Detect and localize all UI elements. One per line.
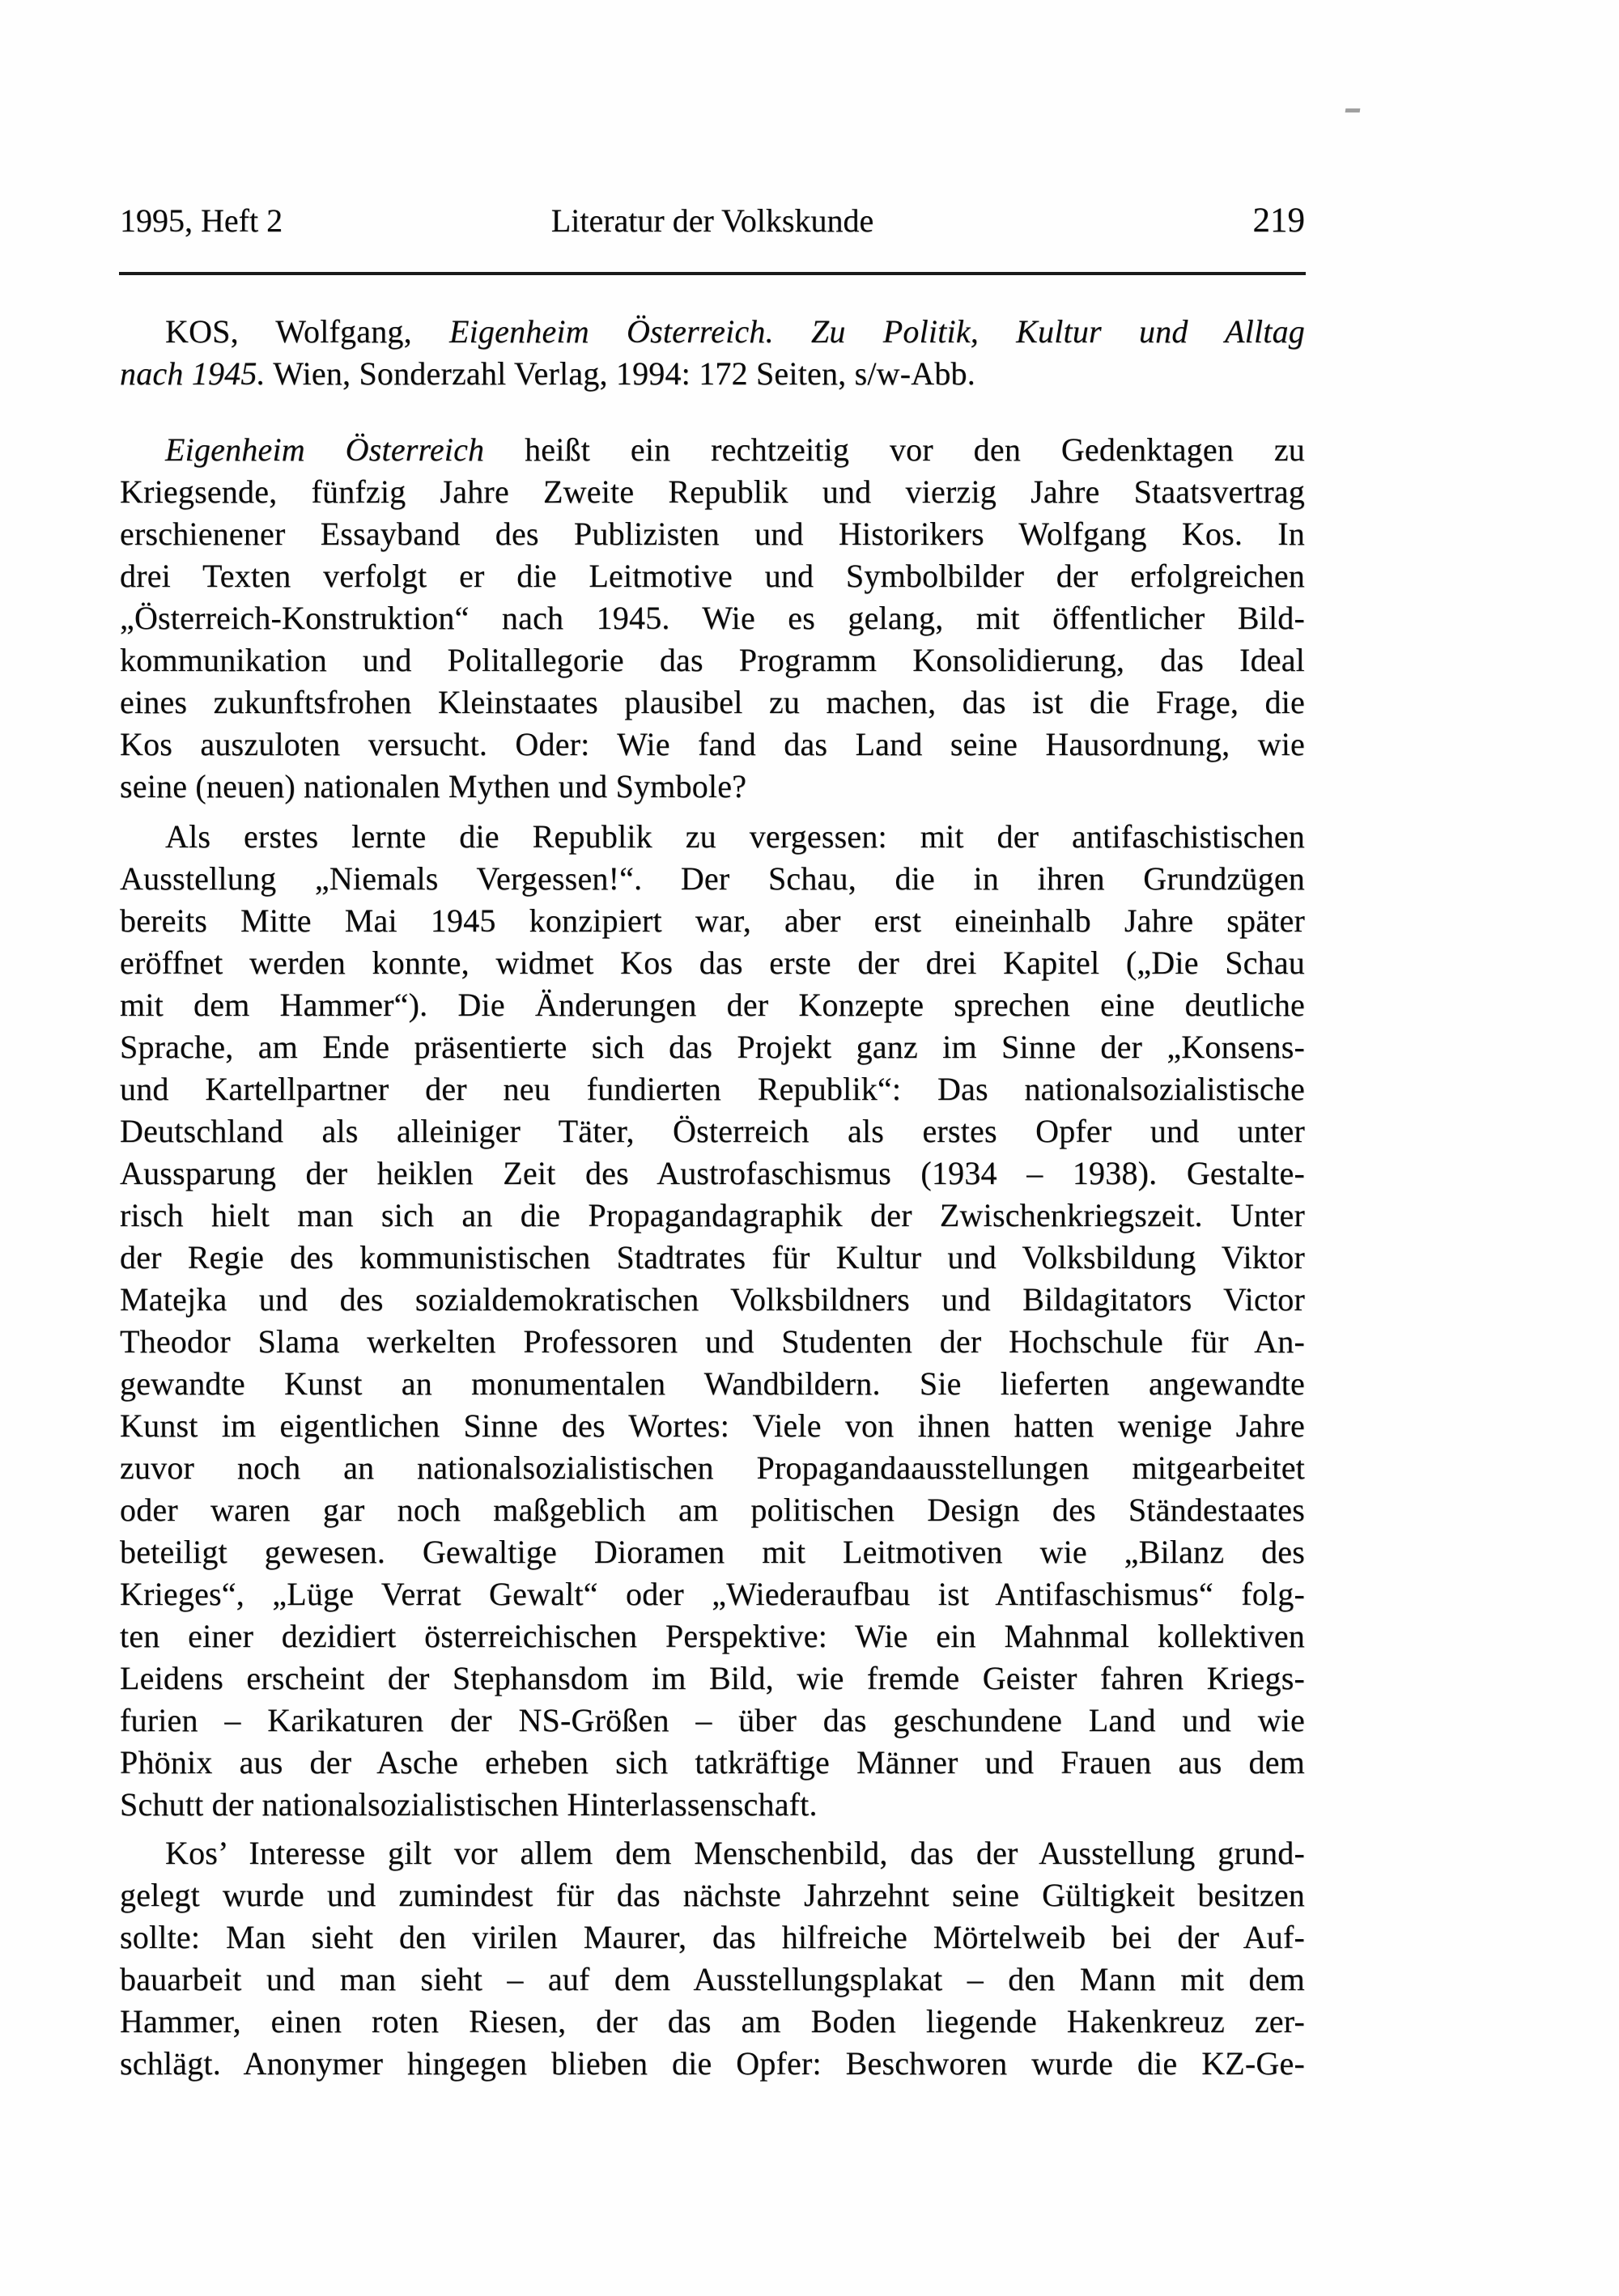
- text-line: Aussparung der heiklen Zeit des Austrofaschismus (1934 – 1938). Gestalte-: [120, 1155, 1305, 1191]
- text-line: Phönix aus der Asche erheben sich tatkräftige Männer und Frauen aus dem: [120, 1744, 1305, 1780]
- text-line: Krieges“, „Lüge Verrat Gewalt“ oder „Wiederaufbau ist Antifaschismus“ folg-: [120, 1576, 1305, 1612]
- text-line: drei Texten verfolgt er die Leitmotive und Symbolbilder der erfolgreichen: [120, 558, 1305, 594]
- scan-artifact: [1345, 108, 1361, 112]
- text-line: Deutschland als alleiniger Täter, Österreich als erstes Opfer und unter: [120, 1113, 1305, 1149]
- text-line: furien – Karikaturen der NS-Größen – über das geschundene Land und wie: [120, 1702, 1305, 1738]
- text-line: ten einer dezidiert österreichischen Perspektive: Wie ein Mahnmal kollektiven: [120, 1618, 1305, 1654]
- text-line: Hammer, einen roten Riesen, der das am Boden liegende Hakenkreuz zer-: [120, 2003, 1305, 2039]
- text-line: kommunikation und Politallegorie das Programm Konsolidierung, das Ideal: [120, 642, 1305, 678]
- text-line: Sprache, am Ende präsentierte sich das Projekt ganz im Sinne der „Konsens-: [120, 1029, 1305, 1065]
- header-journal-title: Literatur der Volkskunde: [550, 202, 874, 239]
- text-line: risch hielt man sich an die Propagandagraphik der Zwischenkriegszeit. Unter: [120, 1197, 1305, 1233]
- text-line: bauarbeit und man sieht – auf dem Ausstellungsplakat – den Mann mit dem: [120, 1961, 1305, 1997]
- text-line: „Österreich-Konstruktion“ nach 1945. Wie es gelang, mit öffentlicher Bild-: [120, 600, 1305, 636]
- text-line: Kos’ Interesse gilt vor allem dem Menschenbild, das der Ausstellung grund-: [165, 1835, 1305, 1871]
- text-line: Kos auszuloten versucht. Oder: Wie fand das Land seine Hausordnung, wie: [120, 726, 1305, 762]
- text-line: beteiligt gewesen. Gewaltige Dioramen mit Leitmotiven wie „Bilanz des: [120, 1534, 1305, 1570]
- citation-author: KOS, Wolfgang,: [165, 313, 449, 350]
- text-line: Ausstellung „Niemals Vergessen!“. Der Schau, die in ihren Grundzügen: [120, 860, 1305, 897]
- text-line: Kriegsende, fünfzig Jahre Zweite Republik und vierzig Jahre Staatsvertrag: [120, 473, 1305, 510]
- text-line: Kunst im eigentlichen Sinne des Wortes: Viele von ihnen hatten wenige Jahre: [120, 1407, 1305, 1444]
- citation-title: Eigenheim Österreich. Zu Politik, Kultur und Alltag: [448, 313, 1305, 350]
- text-line: Leidens erscheint der Stephansdom im Bild, wie fremde Geister fahren Kriegs-: [120, 1660, 1305, 1696]
- text-line: seine (neuen) nationalen Mythen und Symbole?: [120, 768, 747, 804]
- citation-line: [120, 311, 1305, 353]
- text-line: sollte: Man sieht den virilen Maurer, das hilfreiche Mörtelweib bei der Auf-: [120, 1919, 1305, 1955]
- paragraph: [120, 1832, 1305, 2085]
- page-number: 219: [1252, 202, 1305, 240]
- citation-publisher: Wien, Sonderzahl Verlag, 1994: 172 Seiten, s/w-Abb.: [265, 355, 975, 392]
- text-line: Als erstes lernte die Republik zu vergessen: mit der antifaschistischen: [165, 818, 1305, 855]
- page-header: [120, 202, 1305, 240]
- paragraph: [120, 816, 1305, 1826]
- header-rule: [119, 272, 1306, 275]
- text-line: der Regie des kommunistischen Stadtrates für Kultur und Volksbildung Viktor: [120, 1239, 1305, 1275]
- citation-line: [120, 353, 1305, 395]
- text-line: Schutt der nationalsozialistischen Hinterlassenschaft.: [120, 1786, 818, 1823]
- header-issue: 1995, Heft 2: [120, 202, 283, 239]
- text-line: gewandte Kunst an monumentalen Wandbildern. Sie lieferten angewandte: [120, 1365, 1305, 1402]
- paragraph: [120, 429, 1305, 808]
- text-line: bereits Mitte Mai 1945 konzipiert war, aber erst eineinhalb Jahre später: [120, 902, 1305, 939]
- text-line: und Kartellpartner der neu fundierten Republik“: Das nationalsozialistische: [120, 1071, 1305, 1107]
- text-line: Matejka und des sozialdemokratischen Volksbildners und Bildagitators Victor: [120, 1281, 1305, 1318]
- text-line: oder waren gar noch maßgeblich am politischen Design des Ständestaates: [120, 1492, 1305, 1528]
- text-column: [120, 311, 1305, 2085]
- text-line: erschienener Essayband des Publizisten und Historikers Wolfgang Kos. In: [120, 516, 1305, 552]
- text-line: zuvor noch an nationalsozialistischen Propagandaausstellungen mitgearbeitet: [120, 1449, 1305, 1486]
- text-line: [120, 429, 1305, 471]
- text-line: eröffnet werden konnte, widmet Kos das erste der drei Kapitel („Die Schau: [120, 944, 1305, 981]
- citation-block: [120, 311, 1305, 395]
- book-title-mention: Eigenheim Österreich: [165, 431, 485, 468]
- citation-title-cont: nach 1945.: [120, 355, 266, 392]
- text-segment: heißt ein rechtzeitig vor den Gedenktagen zu: [484, 431, 1305, 468]
- text-line: schlägt. Anonymer hingegen blieben die Opfer: Beschworen wurde die KZ-Ge-: [120, 2045, 1305, 2082]
- text-line: gelegt wurde und zumindest für das nächste Jahrzehnt seine Gültigkeit besitzen: [120, 1877, 1305, 1913]
- text-line: mit dem Hammer“). Die Änderungen der Konzepte sprechen eine deutliche: [120, 987, 1305, 1023]
- text-line: Theodor Slama werkelten Professoren und Studenten der Hochschule für An-: [120, 1323, 1305, 1360]
- text-line: eines zukunftsfrohen Kleinstaates plausibel zu machen, das ist die Frage, die: [120, 684, 1305, 720]
